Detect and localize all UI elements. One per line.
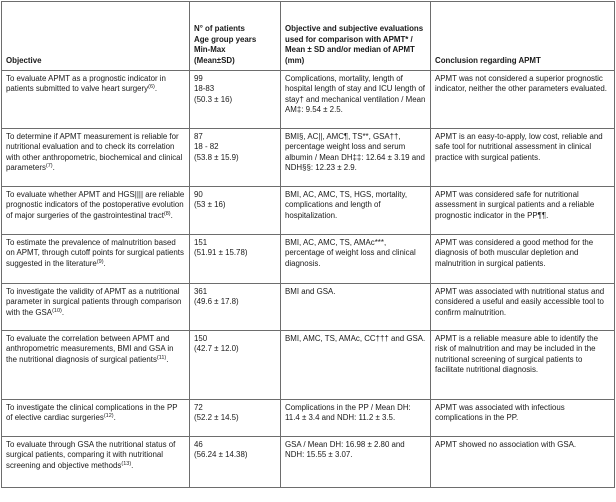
patients-line: (49.6 ± 17.8) <box>194 297 239 307</box>
evaluations-cell: BMI, AC, AMC, TS, AMAc***, percentage of weight loss and clinical diagnosis. <box>281 235 431 284</box>
evaluations-cell: Complications, mortality, length of hospital length of stay and ICU length of stay† and mechanical ventilation / Mean AM‡: 9.54 ± 2.5. <box>281 71 431 129</box>
table-row <box>2 235 615 284</box>
header-objective: Objective <box>2 2 190 71</box>
patients-line: 361 <box>194 287 208 296</box>
evaluations-cell: BMI, AMC, TS, AMAc, CC††† and GSA. <box>281 331 431 400</box>
patients-cell <box>190 187 281 235</box>
patients-cell <box>190 129 281 187</box>
patients-line: (56.24 ± 14.38) <box>194 450 248 460</box>
patients-line: 151 <box>194 238 208 247</box>
objective-cell: To estimate the prevalence of malnutrition based on APMT, through cutoff points for surgical patients suggested in the literature$^{(9)}$. <box>2 235 190 284</box>
patients-line: (50.3 ± 16) <box>194 94 233 104</box>
header-row <box>2 2 615 71</box>
patients-line: (53 ± 16) <box>194 200 226 210</box>
evaluations-cell: Complications in the PP / Mean DH: 11.4 ± 3.4 and NDH: 11.2 ± 3.5. <box>281 400 431 437</box>
objective-cell: To determine if APMT measurement is reliable for nutritional evaluation and to check its correlation with other anthropometric, biochemical and clinical parameters$^{(7)}$. <box>2 129 190 187</box>
patients-line: 18 - 82 <box>194 142 219 152</box>
patients-cell <box>190 235 281 284</box>
evaluations-cell: BMI§, AC||, AMC¶, TS**, GSA††, percentage weight loss and serum albumin / Mean DH‡‡: 12.64 ± 3.19 and NDH§§: 12.23 ± 2.9. <box>281 129 431 187</box>
objective-cell: To evaluate through GSA the nutritional status of surgical patients, comparing it with nutritional screening and objective methods$^{(13)}$. <box>2 437 190 488</box>
table-row <box>2 400 615 437</box>
patients-line: (42.7 ± 12.0) <box>194 344 239 354</box>
patients-line: 150 <box>194 334 208 343</box>
conclusion-cell: APMT was associated with infectious complications in the PP. <box>431 400 615 437</box>
patients-cell <box>190 400 281 437</box>
table-row <box>2 331 615 400</box>
conclusion-cell: APMT was considered safe for nutritional assessment in surgical patients and a reliable prognostic indicator in the PP¶¶. <box>431 187 615 235</box>
patients-line: (51.91 ± 15.78) <box>194 248 248 258</box>
patients-line: 99 <box>194 74 203 83</box>
header-evaluations: Objective and subjective evaluations used for comparison with APMT* / Mean ± SD and/or median of APMT (mm) <box>281 2 431 71</box>
conclusion-cell: APMT was associated with nutritional status and considered a useful and easily accessible tool to confirm malnutrition. <box>431 284 615 331</box>
objective-cell: To evaluate APMT as a prognostic indicator in patients submitted to valve heart surgery$^{(6)}$. <box>2 71 190 129</box>
patients-cell <box>190 71 281 129</box>
patients-line: 90 <box>194 190 203 199</box>
table-row <box>2 129 615 187</box>
objective-cell: To evaluate the correlation between APMT and anthropometric measurements, BMI and GSA in the nutritional diagnosis of surgical patients$^{(11)}$. <box>2 331 190 400</box>
table-row <box>2 437 615 488</box>
patients-line: (52.2 ± 14.5) <box>194 413 239 423</box>
conclusion-cell: APMT was considered a good method for the diagnosis of both muscular depletion and malnutrition in surgical patients. <box>431 235 615 284</box>
objective-cell: To evaluate whether APMT and HGS|||| are reliable prognostic indicators of the postoperative evolution of major surgeries of the gastrointestinal tract$^{(8)}$. <box>2 187 190 235</box>
patients-cell <box>190 437 281 488</box>
conclusion-cell: APMT is a reliable measure able to identify the risk of malnutrition and may be included in the nutritional screening of surgical patients to facilitate nutritional diagnosis. <box>431 331 615 400</box>
table-row <box>2 71 615 129</box>
table-row <box>2 284 615 331</box>
patients-line: 87 <box>194 132 203 141</box>
patients-line: (53.8 ± 15.9) <box>194 152 239 162</box>
patients-line: 72 <box>194 403 203 412</box>
patients-line: 46 <box>194 440 203 449</box>
patients-cell <box>190 331 281 400</box>
header-patients-line: Min-Max <box>194 45 226 55</box>
evaluations-cell: GSA / Mean DH: 16.98 ± 2.80 and NDH: 15.55 ± 3.07. <box>281 437 431 488</box>
conclusion-cell: APMT showed no association with GSA. <box>431 437 615 488</box>
header-patients-line: N° of patients <box>194 24 245 34</box>
apmt-studies-table <box>1 1 615 488</box>
evaluations-cell: BMI, AC, AMC, TS, HGS, mortality, complications and length of hospitalization. <box>281 187 431 235</box>
conclusion-cell: APMT is an easy-to-apply, low cost, reliable and safe tool for nutritional assessment in clinical practice with surgical patients. <box>431 129 615 187</box>
table-row <box>2 187 615 235</box>
header-patients-line: (Mean±SD) <box>194 55 235 65</box>
patients-line: 18-83 <box>194 84 215 94</box>
evaluations-cell: BMI and GSA. <box>281 284 431 331</box>
patients-cell <box>190 284 281 331</box>
conclusion-cell: APMT was not considered a superior prognostic indicator, neither the other parameters evaluated. <box>431 71 615 129</box>
objective-cell: To investigate the clinical complications in the PP of elective cardiac surgeries$^{(12)}$. <box>2 400 190 437</box>
header-patients-line: Age group years <box>194 34 257 44</box>
header-conclusion: Conclusion regarding APMT <box>431 2 615 71</box>
objective-cell: To investigate the validity of APMT as a nutritional parameter in surgical patients through comparison with the GSA$^{(10)}$. <box>2 284 190 331</box>
header-patients <box>190 2 281 71</box>
